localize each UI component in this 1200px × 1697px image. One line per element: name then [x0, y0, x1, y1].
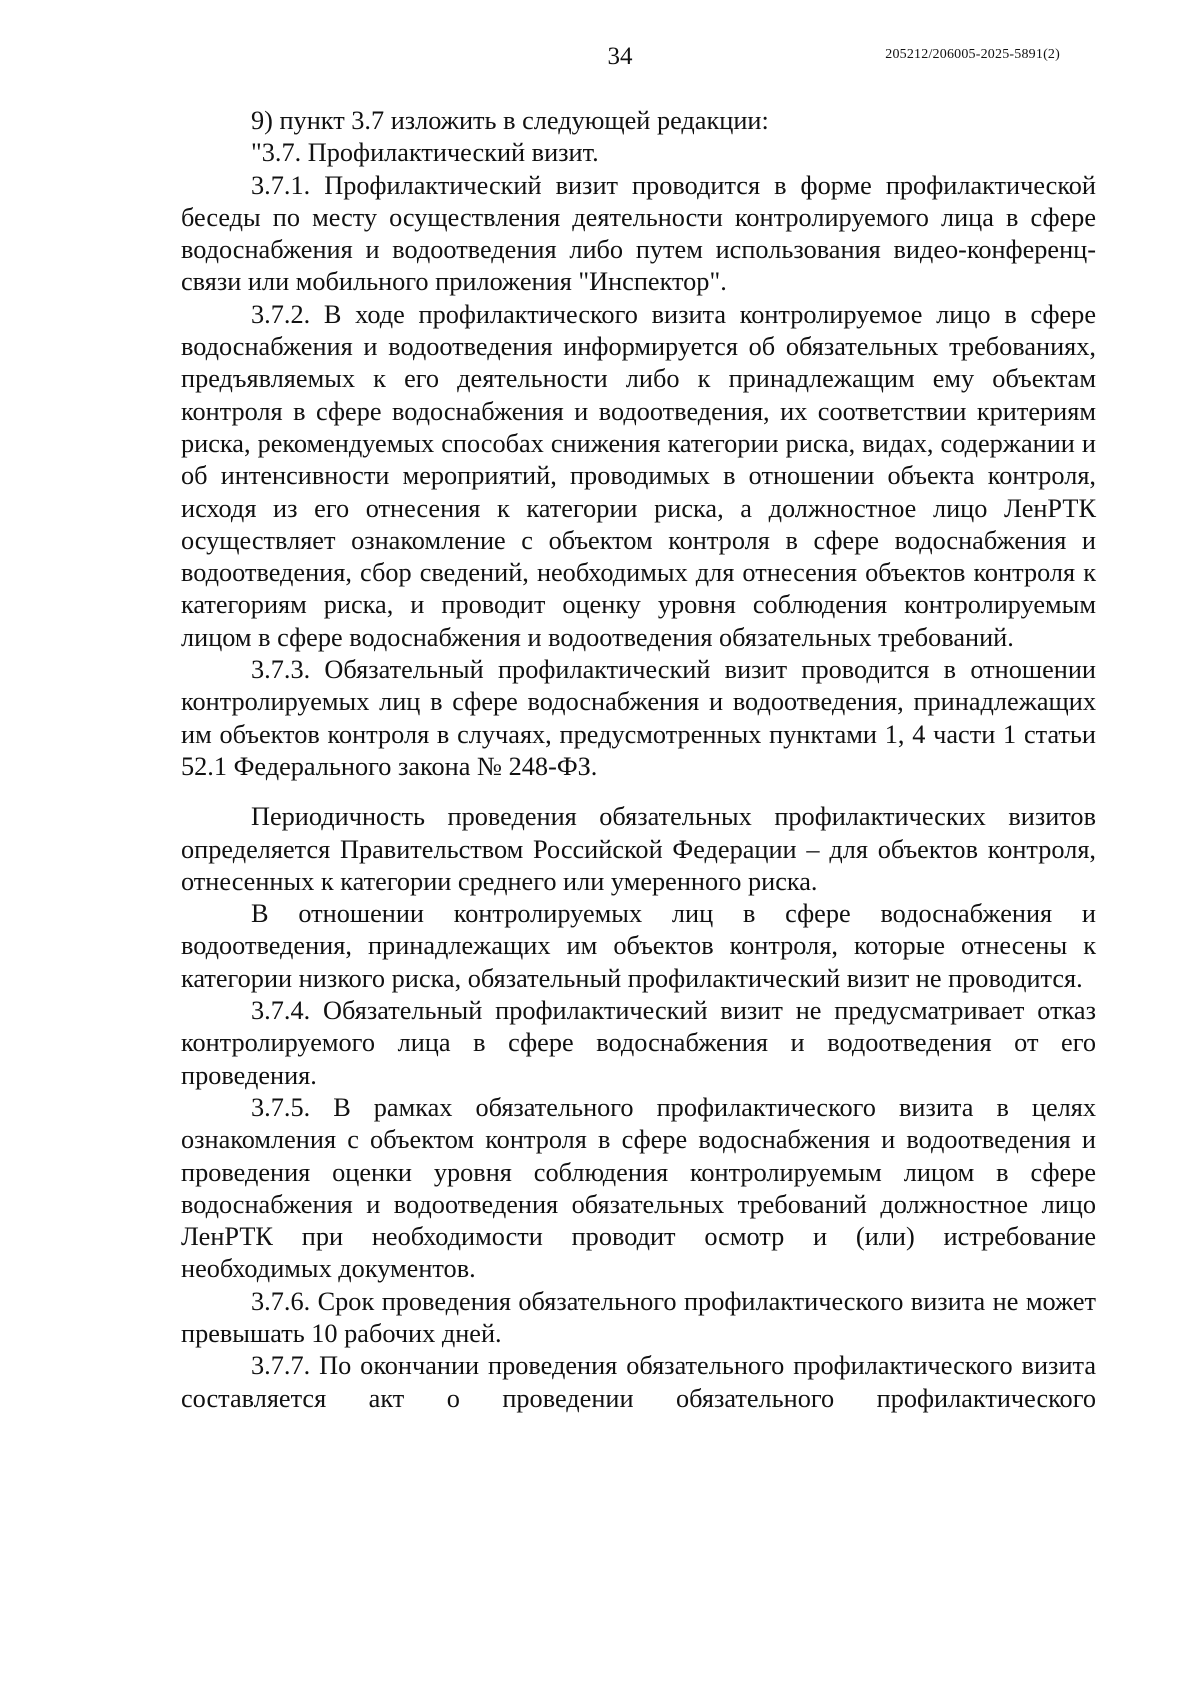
paragraph-3-7-7: 3.7.7. По окончании проведения обязательного профилактического визита составляется акт о проведении обязательного профилактического — [181, 1351, 1096, 1413]
paragraph-3-7-1: 3.7.1. Профилактический визит проводится в форме профилактической беседы по месту осуществления деятельности контролируемого лица в сфере водоснабжения и водоотведения либо путем использования видео-конференц-связи или мобильного приложения "Инспектор". — [181, 170, 1096, 297]
paragraph-3-7-2: 3.7.2. В ходе профилактического визита контролируемое лицо в сфере водоснабжения и водоотведения информируется об обязательных требованиях, предъявляемых к его деятельности либо к принадлежащим ему объектам контроля в сфере водоснабжения и водоотведения, их соответствии критериям риска, рекомендуемых способах снижения категории риска, видах, содержании и об интенсивности мероприятий, проводимых в отношении объекта контроля, исходя из его отнесения к категории риска, а должностное лицо ЛенРТК осуществляет ознакомление с объектом контроля в сфере водоснабжения и водоотведения, сбор сведений, необходимых для отнесения объектов контроля к категориям риска, и проводит оценку уровня соблюдения контролируемым лицом в сфере водоснабжения и водоотведения обязательных требований. — [181, 299, 1096, 652]
paragraph-3-7-6: 3.7.6. Срок проведения обязательного профилактического визита не может превышать 10 рабочих дней. — [181, 1286, 1096, 1348]
paragraph-section-heading: "3.7. Профилактический визит. — [251, 138, 599, 168]
paragraph-item-9: 9) пункт 3.7 изложить в следующей редакции: — [251, 106, 769, 135]
document-id: 205212/206005-2025-5891(2) — [885, 47, 1060, 62]
paragraph-periodicity: Периодичность проведения обязательных профилактических визитов определяется Правительством Российской Федерации – для объектов контроля, отнесенных к категории среднего или умеренного риска. — [181, 802, 1096, 896]
paragraph-3-7-3: 3.7.3. Обязательный профилактический визит проводится в отношении контролируемых лиц в сфере водоснабжения и водоотведения, принадлежащих им объектов контроля в случаях, предусмотренных пунктами 1, 4 части 1 статьи 52.1 Федерального закона № 248-ФЗ. — [181, 655, 1096, 781]
document-body — [181, 105, 1096, 1415]
paragraph-3-7-4: 3.7.4. Обязательный профилактический визит не предусматривает отказ контролируемого лица в сфере водоснабжения и водоотведения от его проведения. — [181, 996, 1096, 1090]
paragraph-low-risk: В отношении контролируемых лиц в сфере водоснабжения и водоотведения, принадлежащих им объектов контроля, которые отнесены к категории низкого риска, обязательный профилактический визит не проводится. — [181, 899, 1096, 993]
page-number: 34 — [607, 43, 633, 70]
paragraph-3-7-5: 3.7.5. В рамках обязательного профилактического визита в целях ознакомления с объектом контроля в сфере водоснабжения и водоотведения и проведения оценки уровня соблюдения контролируемым лицом в сфере водоснабжения и водоотведения обязательных требований должностное лицо ЛенРТК при необходимости проводит осмотр и (или) истребование необходимых документов. — [181, 1092, 1096, 1284]
